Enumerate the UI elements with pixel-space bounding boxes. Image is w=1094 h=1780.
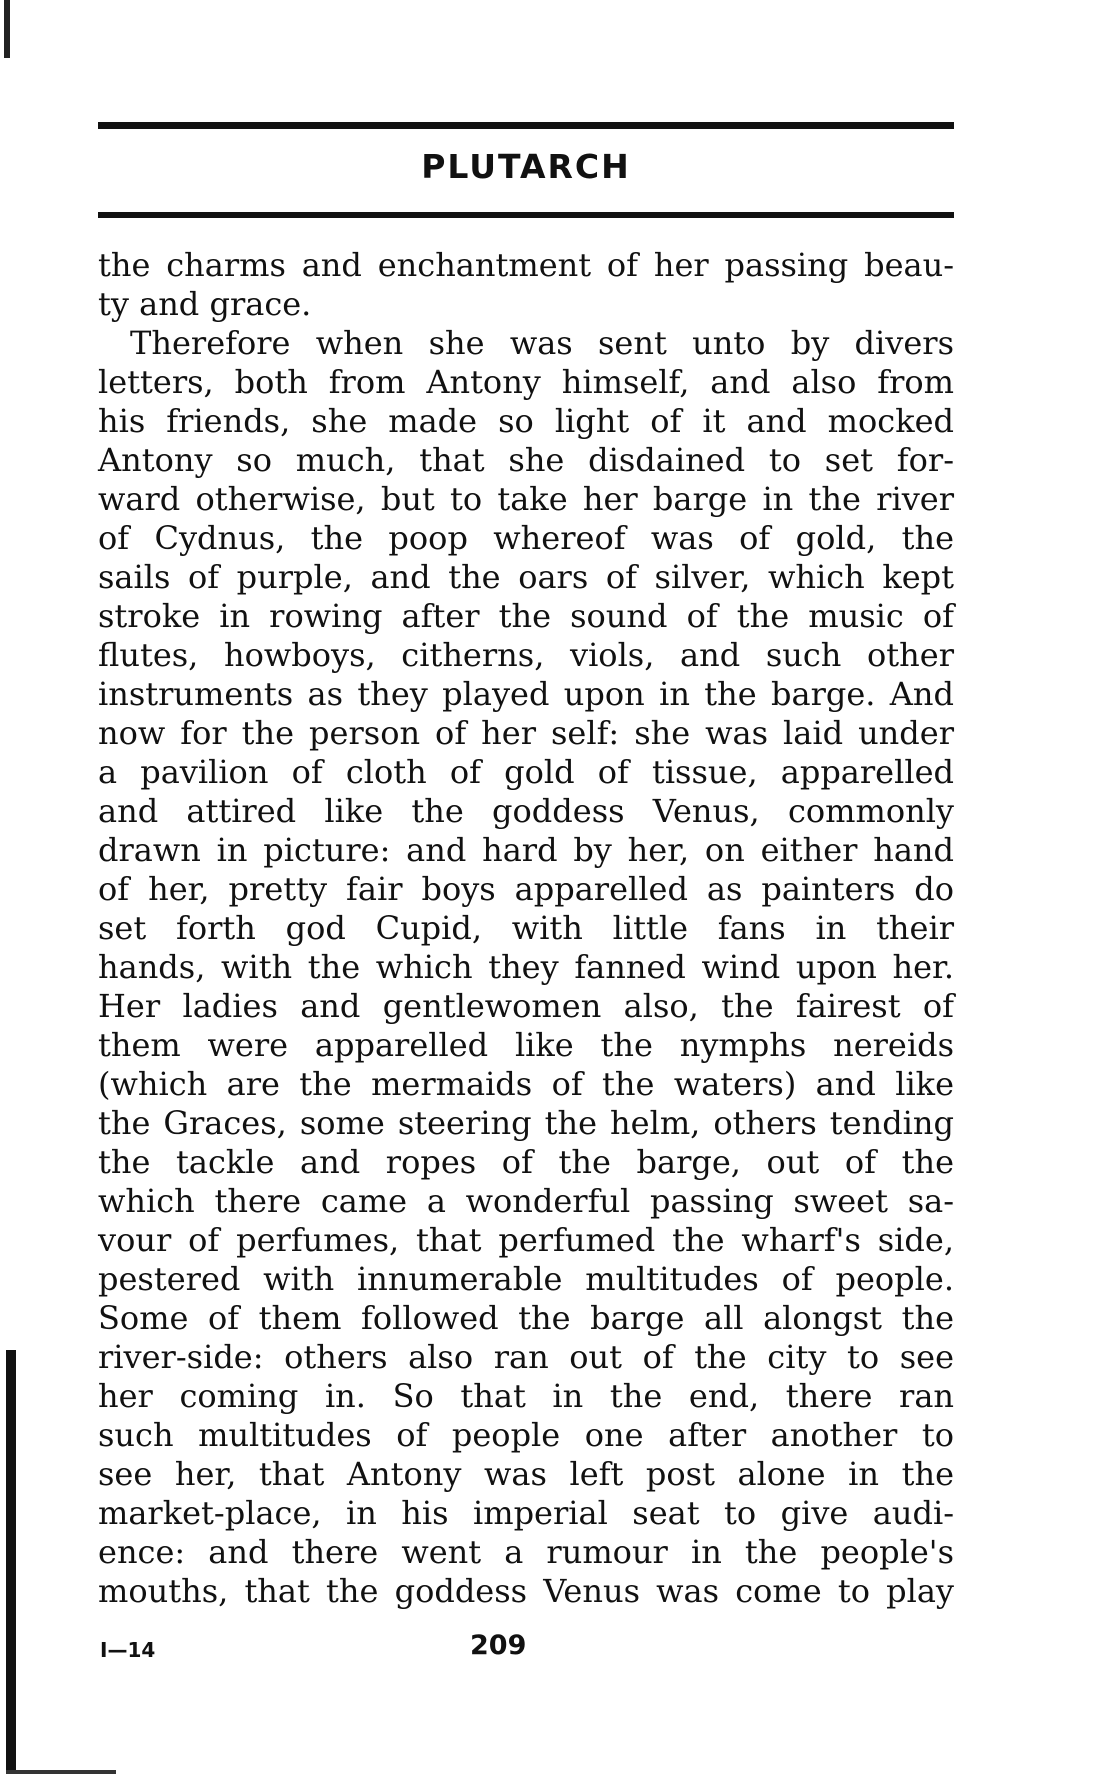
text-line: Therefore when she was sent unto by divers <box>130 324 954 362</box>
text-line: Her ladies and gentlewomen also, the fairest of <box>98 987 954 1025</box>
text-line: Some of them followed the barge all alongst the <box>98 1299 954 1337</box>
running-title: PLUTARCH <box>421 147 631 186</box>
text-line: ty and grace. <box>98 285 312 323</box>
text-line: sails of purple, and the oars of silver, which kept <box>98 558 954 596</box>
text-line: instruments as they played upon in the barge. And <box>98 675 954 713</box>
text-line: river-side: others also ran out of the city to see <box>98 1338 954 1376</box>
signature-mark: I—14 <box>100 1638 156 1662</box>
scan-edge-mark-bottom <box>6 1770 116 1774</box>
text-line: Antony so much, that she disdained to set for- <box>98 441 954 479</box>
text-line: now for the person of her self: she was laid under <box>98 714 954 752</box>
scan-edge-shadow <box>6 1350 16 1770</box>
text-line: stroke in rowing after the sound of the music of <box>98 597 954 635</box>
text-line: ence: and there went a rumour in the people's <box>98 1533 954 1571</box>
page-body-text <box>98 246 954 1611</box>
text-line: see her, that Antony was left post alone in the <box>98 1455 954 1493</box>
text-line: vour of perfumes, that perfumed the wharf's side, <box>98 1221 954 1259</box>
text-line: of her, pretty fair boys apparelled as painters do <box>98 870 954 908</box>
text-line: letters, both from Antony himself, and also from <box>98 363 954 401</box>
text-line: hands, with the which they fanned wind upon her. <box>98 948 954 986</box>
text-line: the tackle and ropes of the barge, out of the <box>98 1143 954 1181</box>
page-number: 209 <box>470 1630 527 1661</box>
text-line: (which are the mermaids of the waters) and like <box>98 1065 954 1103</box>
header-rule-bottom <box>98 212 954 218</box>
text-line: which there came a wonderful passing sweet sa- <box>98 1182 954 1220</box>
text-line: flutes, howboys, citherns, viols, and such other <box>98 636 954 674</box>
text-line: his friends, she made so light of it and mocked <box>98 402 954 440</box>
header-rule-top <box>98 122 954 129</box>
text-line: the Graces, some steering the helm, others tending <box>98 1104 954 1142</box>
text-line: set forth god Cupid, with little fans in their <box>98 909 954 947</box>
text-line: a pavilion of cloth of gold of tissue, apparelled <box>98 753 954 791</box>
text-line: such multitudes of people one after another to <box>98 1416 954 1454</box>
text-line: them were apparelled like the nymphs nereids <box>98 1026 954 1064</box>
text-line: market-place, in his imperial seat to give audi- <box>98 1494 954 1532</box>
text-line: and attired like the goddess Venus, commonly <box>98 792 954 830</box>
text-line: of Cydnus, the poop whereof was of gold, the <box>98 519 954 557</box>
text-line: mouths, that the goddess Venus was come to play <box>98 1572 954 1610</box>
text-line: her coming in. So that in the end, there ran <box>98 1377 954 1415</box>
scan-edge-mark <box>4 0 10 58</box>
text-line: the charms and enchantment of her passing beau- <box>98 246 954 284</box>
text-line: ward otherwise, but to take her barge in the river <box>98 480 954 518</box>
text-line: pestered with innumerable multitudes of people. <box>98 1260 954 1298</box>
text-line: drawn in picture: and hard by her, on either hand <box>98 831 954 869</box>
